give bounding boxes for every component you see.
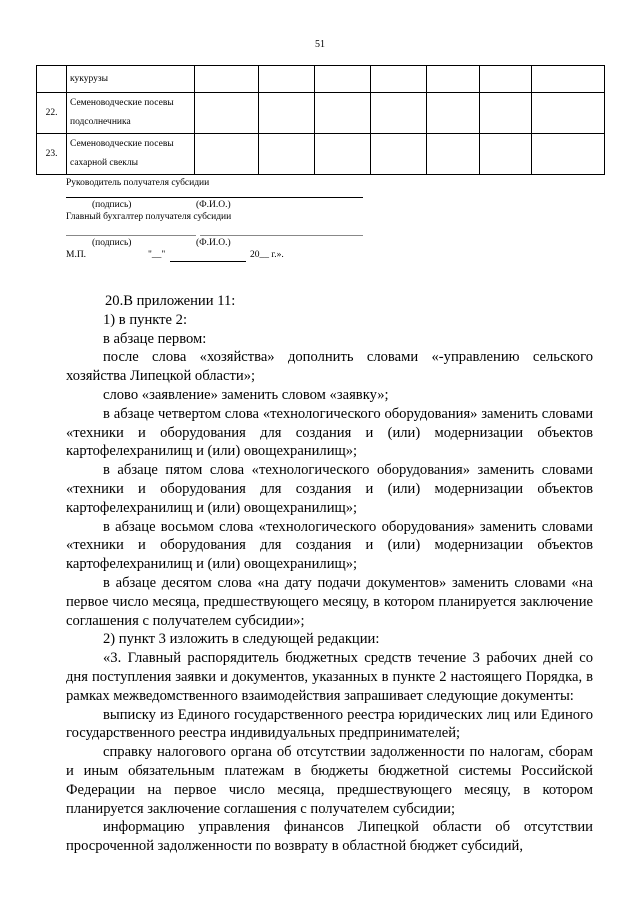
table-cell [315, 66, 371, 93]
paragraph: информацию управления финансов Липецкой области об отсутствии просроченной задолженности по возврату в областной бюджет субсидий, [66, 819, 593, 855]
table-cell [195, 134, 259, 175]
table-cell [371, 66, 427, 93]
table-cell [480, 134, 532, 175]
subsidy-table [36, 65, 605, 175]
stamp-placeholder: М.П. [66, 250, 87, 260]
table-cell [427, 93, 480, 134]
paragraph: выписку из Единого государственного реестра юридических лиц или Единого государственного реестра индивидуальных предпринимателей; [66, 706, 593, 742]
fio-caption: (Ф.И.О.) [196, 238, 231, 248]
paragraph: в абзаце десятом слова «на дату подачи документов» заменить словами «на первое число месяца, предшествующего месяцу, в котором планируется заключение соглашения с получателем субсидии»; [66, 574, 593, 629]
accountant-fio-line [200, 235, 363, 236]
paragraph: 2) пункт 3 изложить в следующей редакции: [103, 631, 380, 648]
row-number: 22. [37, 93, 67, 134]
table-row [37, 134, 605, 175]
table-cell [259, 93, 315, 134]
crop-name-line: сахарной свеклы [70, 158, 139, 168]
paragraph: слово «заявление» заменить словом «заявку»; [103, 386, 389, 403]
table-cell [532, 93, 605, 134]
paragraph: в абзаце четвертом слова «технологического оборудования» заменить словами «техники и оборудования для создания и (или) модернизации объектов картофелехранилищ и (или) овощехранилищ»; [66, 405, 593, 460]
table-cell [427, 134, 480, 175]
crop-name-line: подсолнечника [70, 117, 131, 127]
crop-name-line: кукурузы [70, 73, 108, 84]
paragraph: 1) в пункте 2: [103, 311, 188, 328]
paragraph: в абзаце пятом слова «технологического оборудования» заменить словами «техники и оборудования для создания и (или) модернизации объектов картофелехранилищ и (или) овощехранилищ»; [66, 462, 593, 516]
date-year: 20__ г.». [250, 250, 284, 260]
table-cell [315, 93, 371, 134]
table-row [37, 66, 605, 93]
amendment-text [66, 292, 593, 856]
date-month-line [170, 261, 246, 262]
table-row [37, 93, 605, 134]
head-signature-line [66, 197, 363, 198]
table-cell [259, 134, 315, 175]
table-cell [480, 93, 532, 134]
paragraph: в абзаце первом: [103, 330, 207, 347]
paragraph: после слова «хозяйства» дополнить словами «-управлению сельского хозяйства Липецкой области»; [66, 349, 593, 385]
head-label: Руководитель получателя субсидии [66, 178, 210, 188]
table-cell [480, 66, 532, 93]
crop-name [67, 66, 195, 93]
paragraph: 20.В приложении 11: [105, 293, 236, 309]
table-cell [532, 66, 605, 93]
accountant-signature-line [66, 235, 196, 236]
paragraph: «3. Главный распорядитель бюджетных средств течение 3 рабочих дней со дня поступления заявки и документов, указанных в пункте 2 настоящего Порядка, в рамках межведомственного взаимодействия запрашивает следующие документы: [66, 650, 593, 704]
paragraph: в абзаце восьмом слова «технологического оборудования» заменить словами «техники и оборудования для создания и (или) модернизации объектов картофелехранилищ и (или) овощехранилищ»; [66, 518, 593, 573]
row-number [37, 66, 67, 93]
row-number: 23. [37, 134, 67, 175]
table-cell [195, 93, 259, 134]
date-day: "__" [148, 250, 166, 260]
table-cell [427, 66, 480, 93]
crop-name-line: Семеноводческие посевы [70, 139, 174, 149]
paragraph: справку налогового органа об отсутствии задолженности по налогам, сборам и иным обязательным платежам в бюджеты бюджетной системы Российской Федерации на первое число месяца, предшествующего месяцу, в котором планируется заключение соглашения с получателем субсидии; [66, 744, 593, 817]
accountant-label: Главный бухгалтер получателя субсидии [66, 212, 232, 222]
table-cell [259, 66, 315, 93]
fio-caption: (Ф.И.О.) [196, 200, 231, 210]
signature-caption: (подпись) [92, 200, 132, 210]
signature-caption: (подпись) [92, 238, 132, 248]
crop-name-line: Семеноводческие посевы [70, 98, 174, 108]
page-number: 51 [315, 39, 325, 50]
table-cell [315, 134, 371, 175]
crop-name [67, 93, 195, 134]
table-cell [195, 66, 259, 93]
table-cell [532, 134, 605, 175]
crop-name [67, 134, 195, 175]
table-cell [371, 134, 427, 175]
table-cell [371, 93, 427, 134]
